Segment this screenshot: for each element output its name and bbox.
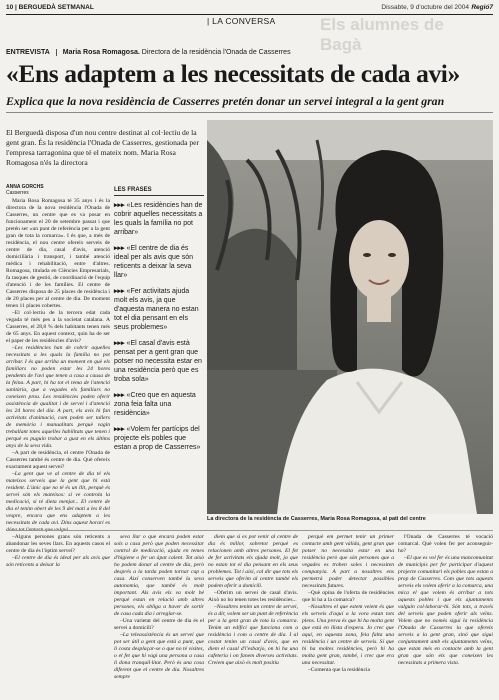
quote-item: ▸▸▸ «Volem fer partícips del projecte els pobles que estan a prop de Casserres» bbox=[114, 426, 201, 451]
col4-answer: –Nosaltres el que estem veient és que els serveis d'aquí a la vora estan tots plens. Una prova és que hi ha molta gent que està en llista d'espera. Jo crec que aquí, en aquesta zona, feia falta una residència i un centre de serveis. Sí que hi ha moltes residències, però hi ha molta gent gran, també, i crec que era una necessitat. bbox=[302, 604, 394, 666]
col2-answer: –La teleassistència és un servei que pot ser útil a gent que està a punt, que li costa desplaçar-se o que no té visites, o el fet que hi vagi una persona a casa li dona tranquil·litat. Però és una cosa diferent que el centre de dia. Nosaltres sempre bbox=[114, 632, 204, 680]
quote-item: ▸▸▸ «El casal d'avis està pensat per a gent gran que potser no necessita estar en una residència però que es troba sola» bbox=[114, 340, 202, 383]
triple-arrow-icon: ▸▸▸ bbox=[114, 392, 125, 399]
intro-paragraph: El Berguedà disposa d'un nou centre destinat al col·lectiu de la gent gran. És la residència l'Onada de Casserres, gestionada per l'empresa tarragonina que té el mateix nom. Maria Rosa Romagosa n'és la directora bbox=[6, 128, 200, 167]
section-label: | LA CONVERSA bbox=[207, 16, 276, 26]
col3-answer: diem que si es pot venir al centre de dia és millor, sobretot perquè es relacionen amb altres persones. El fet de fer activitats els ajuda molt, ja que no estan tot el dia pensant en els seus problemes. Tot i així, cal dir que tots els serveis que oferim al centre també els podem oferir a domicili. bbox=[208, 534, 298, 589]
article-column-1 bbox=[6, 198, 110, 694]
photo-caption: La directora de la residència de Casserres, Maria Rosa Romagosa, al pati del centre bbox=[207, 516, 426, 522]
quote-item: ▸▸▸ «El centre de dia és ideal per als avis que són reticents a deixar la seva llar» bbox=[114, 245, 193, 279]
col1-answer: –La gent que ve al centre de dia té els mateixos serveis que la gent que hi està resident. L'únic que no té és un llit, perquè és servei són els mateixos: si ve controla la medicació, si té dieta menjar... El centre de dia el tenim obert de les 9 del matí a les 8 del vespre, encara que ens adaptem a les necessitats de cada avi. Dins aquest horari es bbox=[6, 471, 110, 526]
quote-item: ▸▸▸ «Creo que en aquesta zona feia falta una residència» bbox=[114, 392, 196, 417]
col1-question: –Alguns persones grans són reticents a abandonar les seves llars. En aquests casos el centre de dia és l'òptim servei? bbox=[6, 534, 110, 554]
caption-rule bbox=[6, 530, 493, 531]
article-column-2 bbox=[114, 534, 204, 694]
triple-arrow-icon: ▸▸▸ bbox=[114, 245, 125, 252]
triple-arrow-icon: ▸▸▸ bbox=[114, 288, 125, 295]
col1-answer: –El centre de dia és ideal per als avis que són reticents a deixar la bbox=[6, 555, 110, 568]
article-column-4 bbox=[302, 534, 394, 694]
article-column-5 bbox=[398, 534, 493, 694]
portrait-photo bbox=[207, 120, 493, 514]
background-headline: Els alumnes de Bagà bbox=[320, 15, 444, 54]
quotes-title: LES FRASES bbox=[114, 187, 204, 196]
author-place: Casserres bbox=[6, 190, 29, 196]
article-column-3 bbox=[208, 534, 298, 694]
col2-answer: seva llar o que encara poden estar sols a casa però que poden necessitar control de medicació, ajuda en temes d'higiene o fer un àpat calent. Tot això ho podem donar al centre de dia, però després a la tarda poden tornar cap a casa. Així conserven també la seva autonomia, que també és molt important. Als avis els va molt bé perquè estan en relació amb altres persones, els obliga a haver de sortir de casa cada dia i arreglar-se. bbox=[114, 534, 204, 617]
newspaper-brand: Regió7 bbox=[471, 4, 493, 11]
author-name: ANNA GORCHS bbox=[6, 184, 44, 190]
headline: «Ens adaptem a les necessitats de cada avi» bbox=[6, 59, 460, 88]
triple-arrow-icon: ▸▸▸ bbox=[114, 340, 125, 347]
quotes-box bbox=[114, 187, 204, 459]
portrait-photo-drawing bbox=[207, 120, 493, 514]
issue-date: Dissabte, 9 d'octubre del 2004 bbox=[381, 4, 469, 11]
deck-rule bbox=[6, 112, 493, 113]
col4-question: –Què opina de l'oferta de residències que hi ha a la comarca? bbox=[302, 590, 394, 603]
triple-arrow-icon: ▸▸▸ bbox=[114, 426, 125, 433]
col4-question: –Comenta que la residència bbox=[308, 667, 370, 673]
col1-paragraph: Maria Rosa Romagosa té 35 anys i és la directora de la nova residència l'Onada de Casserres, un centre que es va posar en funcionament el 20 de setembre passat i que pretén ser «un punt de referència per a la gent gran de tota la comarca». I és que, a més de residència, el nou centre ofereix serveis de centre de dia, casal d'avis, atenció domiciliària i transport, i també atenció mèdica i rehabilitació, entre d'altres. Romagosa, titulada en Ciències Empresarials, fa tasques de gestió, de coordinació de l'equip d'atenció i de les famílies. El centre de Casserres disposa de 25 places de residència i de 20 places per al centre de dia. De moment tenen 11 places cobertes. bbox=[6, 198, 110, 309]
byline bbox=[6, 184, 44, 196]
quote-item: ▸▸▸ «Fer activitats ajuda molt els avis, ja que d'aquesta manera no estan tot el dia pensant en els seus problemes» bbox=[114, 288, 199, 331]
col5-question: l'Onada de Casserres té vocació comarcal. Què volen fer per aconseguir-ho? bbox=[398, 534, 493, 554]
deck: Explica que la nova residència de Casserres pretén donar un servei integral a la gent gran bbox=[6, 94, 445, 108]
interviewee-role: Directora de la residència l'Onada de Casserres bbox=[141, 49, 291, 56]
page-header bbox=[6, 3, 493, 13]
kicker-label: ENTREVISTA bbox=[6, 49, 57, 56]
page-number-publication: 10 | BERGUEDÀ SETMANAL bbox=[6, 4, 94, 11]
col1-question: –El col·lectiu de la tercera edat cada vegada té més pes a la societat catalana. A Casserres, el 28,8 % dels habitants tenen més de 65 anys. En aquest context, quin ha de ser el paper de les residències d'avis? bbox=[6, 310, 110, 344]
col1-question: –A part de residència, el centre l'Onada de Casserres també és centre de dia. Què ofereix exactament aquest servei? bbox=[6, 450, 110, 470]
interviewee-name: Maria Rosa Romagosa. bbox=[62, 49, 140, 56]
col3-question: –Oferim un servei de casal d'avis. Això no ho tenen totes les residències... bbox=[208, 590, 298, 603]
col1-answer: –Les residències han de cobrir aquelles necessitats a les quals la família no pot arribar. I és que arriba un moment en què els familiars no poden estar les 24 hores pendents de l'avi que tenen a casa a causa de la feina. A part, hi ha tot el tema de l'atenció sanitària, que a vegades els familiars no coneixen prou. Les residències poden oferir assistència de qualitat i de servei i d'atenció les 24 hores del dia. A part, els avis hi fan activitats d'animació, com poden ser tallers de memòria i manualitats perquè vagin treballant totes aquelles habilitats que tenen i perquè es puguin trobar a gust en els últims anys de la seva vida. bbox=[6, 345, 110, 449]
col5-answer: –El que es vol fer és una mancomunitat de municipis per fer participar d'aquest projecte comunitari els pobles que estan a prop de Casserres. Com que tots aquests serveis els volem oferir a la comarca, una mica el que volem és arribar a tots aquests pobles i que els ajuntaments valguin col·laborar-hi. Són tots, a través del serveis que poden oferir als veïns. Volem que no només sigui la residència l'Onada de Casserres la que ofereix serveis a la gent gran, sinó que siguí conjuntament amb els ajuntaments veïns, que estan més en contacte amb la gent gran que són els que coneixen les necessitats a primera vista. bbox=[398, 555, 493, 666]
col3-answer: –Nosaltres tenim un centre de servei, és a dir, volem ser un punt de referència per a la gent gran de tota la comarca. Tenim un edifici que funciona com a residència i com a centre de dia. I al costat tenim un casal d'avis, que en diem el casal d'l'esbarjo, on hi ha una cafeteria i on fanem diverses activitats. Creiem que això és molt positiu bbox=[208, 604, 298, 666]
col4-answer: perquè em permet tenir un primer contacte amb gent vàlida, gent gran que potser no necessita estar en una residència però que són persones que a vegades es troben soles i necessiten companyia. A part a nosaltres ens permetrà poder detectar possibles necessitats futures. bbox=[302, 534, 394, 589]
triple-arrow-icon: ▸▸▸ bbox=[114, 202, 125, 209]
quote-item: ▸▸▸ «Les residències han de cobrir aquelles necessitats a les quals la família no pot arribar» bbox=[114, 202, 203, 236]
col2-question: –Una varietat del centre de dia és el servei a domicili? bbox=[114, 618, 204, 631]
kicker bbox=[6, 49, 291, 56]
